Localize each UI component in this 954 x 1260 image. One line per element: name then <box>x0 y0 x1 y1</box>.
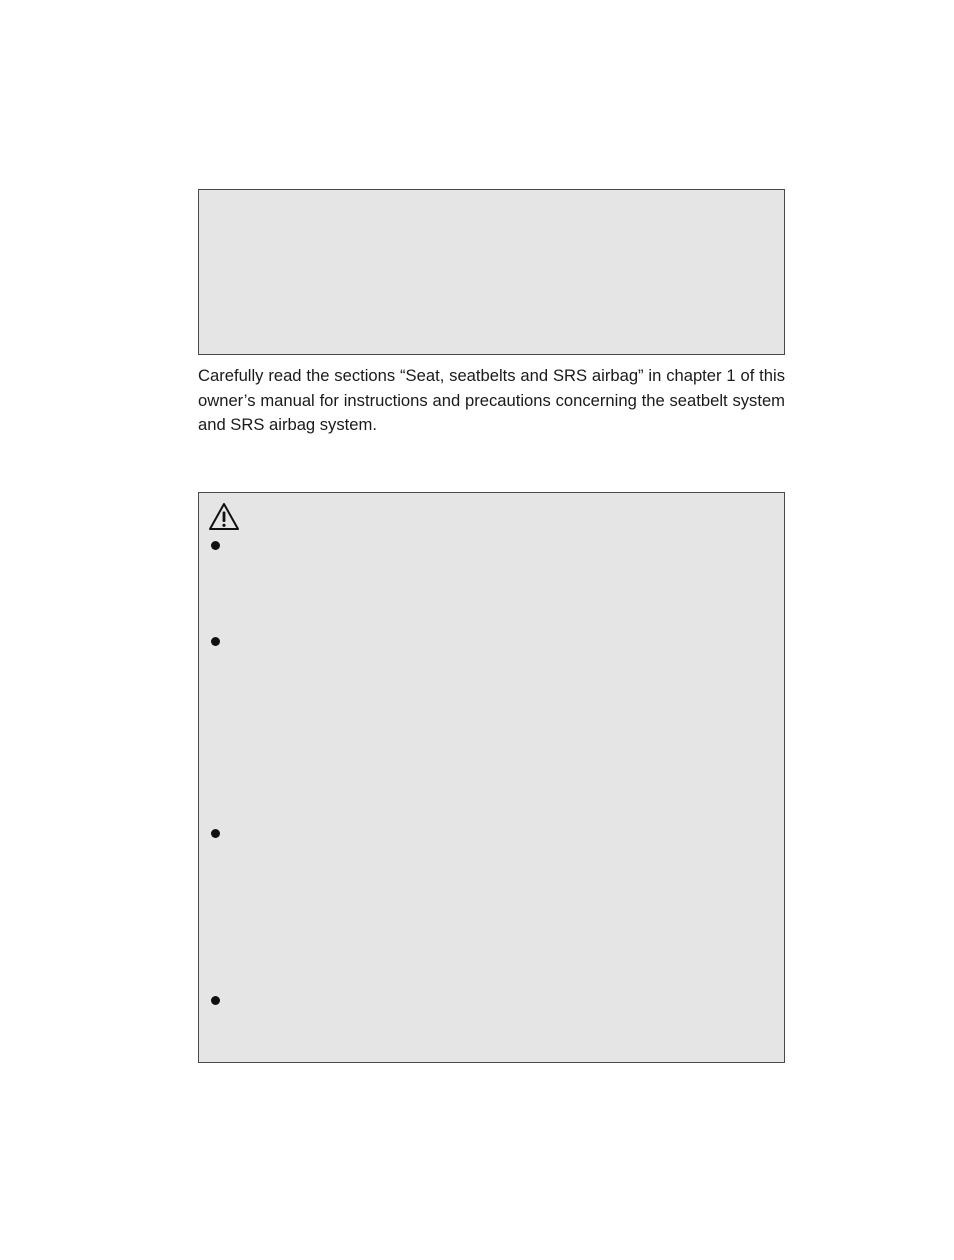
warning-box <box>198 492 785 1063</box>
intro-paragraph: Carefully read the sections “Seat, seatbelts and SRS airbag” in chapter 1 of this owner’s manual for instructions and precautions concerning the seatbelt system and SRS airbag system. <box>198 366 785 434</box>
bullet-dot-icon <box>211 829 220 838</box>
warning-triangle-icon <box>208 502 240 531</box>
warning-bullet-3 <box>199 826 784 842</box>
bullet-dot-icon <box>211 541 220 550</box>
bullet-dot-icon <box>211 996 220 1005</box>
warning-bullet-4 <box>199 993 784 1009</box>
bullet-dot-icon <box>211 637 220 646</box>
warning-bullet-1 <box>199 538 784 554</box>
warning-bullet-2 <box>199 634 784 650</box>
note-box <box>198 189 785 355</box>
